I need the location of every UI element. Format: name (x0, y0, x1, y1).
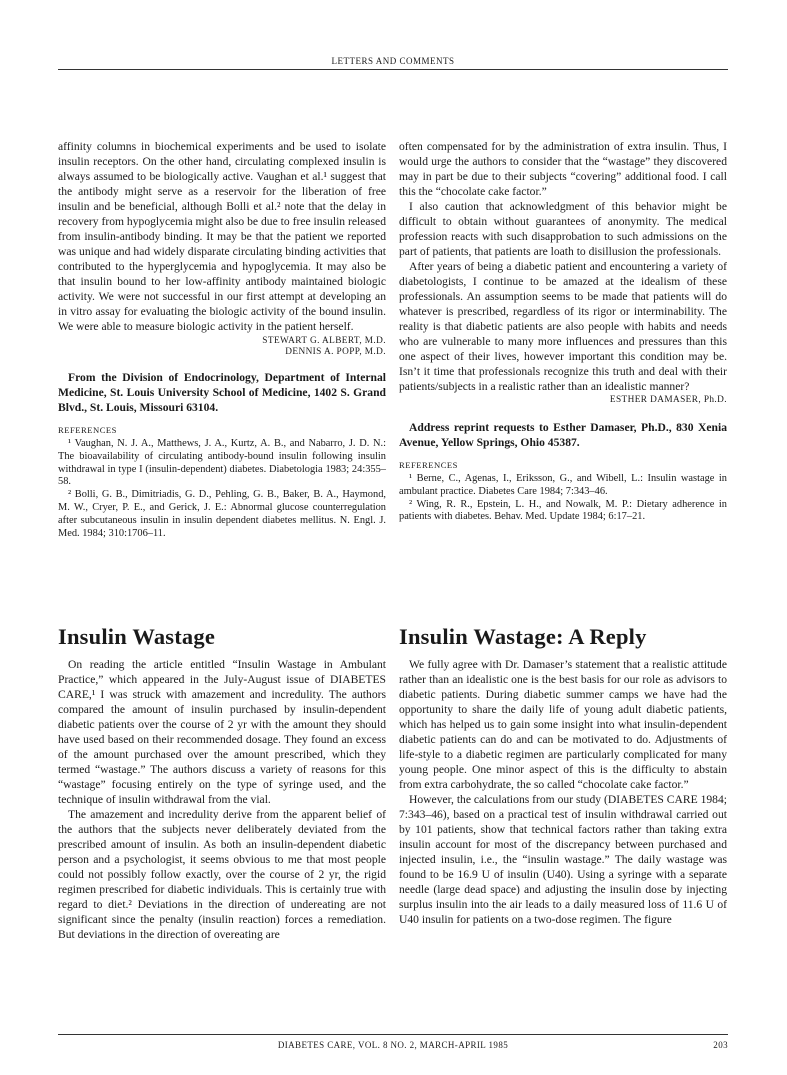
reference-item: ¹ Vaughan, N. J. A., Matthews, J. A., Kurtz, A. B., and Nabarro, J. D. N.: The bioavailability of circulating antibody-bound insulin following insulin withdrawal in type I (insulin-dependent) diabetes. Diabetologia 1983; 24:355–58. (58, 438, 386, 488)
body-paragraph: However, the calculations from our study (DIABETES CARE 1984; 7:343–46), based on a practical test of insulin withdrawal carried out by 101 patients, show that technical factors rather than taking extra insulin account for most of the discrepancy between purchased and injected insulin, i.e., the “insulin wastage.” The daily wastage was found to be 16.9 U of insulin (U40). Using a syringe with a separate needle (large dead space) and adjusting the insulin dose by injecting surplus insulin into the air leads to a daily measured loss of 11.6 U of U40 insulin for patients on a two-dose regimen. The figure (399, 793, 727, 926)
references-heading: REFERENCES (58, 425, 117, 435)
body-paragraph: On reading the article entitled “Insulin Wastage in Ambulant Practice,” which appeared in the July-August issue of DIABETES CARE,¹ I was struck with amazement and incredulity. The authors compared the amount of insulin purchased by insulin-dependent diabetic patients over the course of 2 yr with the amount they should have used based on their recommended dosage. They found an excess of the amount purchased over the amount prescribed, which they termed “wastage.” The authors discuss a variety of reasons for this “wastage” focusing entirely on the type of syringe used, and the technique of insulin withdrawal from the vial. (58, 658, 386, 806)
page-number: 203 (713, 1040, 728, 1050)
references-heading: REFERENCES (399, 460, 458, 470)
article-title: Insulin Wastage: A Reply (399, 624, 647, 649)
bottom-right-column (399, 624, 727, 927)
body-paragraph: affinity columns in biochemical experiments and be used to isolate insulin receptors. On the other hand, circulating complexed insulin is always assumed to be biologically active. Vaughan et al.¹ suggest that the antibody might serve as a reservoir for the liberation of free insulin and be beneficial, although Bolli et al.² note that the delay in recovery from hypoglycemia might also be due to free insulin released from insulin-antibody binding. It may be that the patient we reported was unique and had widely disparate circulating binding activities that contributed to the hyperglycemia and hypoglycemia. It may also be that insulin bound to her low-affinity antibody maintained biologic activity. We were not successful in our first attempt at developing an in vitro assay for evaluating the biologic activity of the bound insulin. We were able to measure biologic activity in the patient herself. (58, 140, 386, 333)
footer-rule (58, 1034, 728, 1035)
body-paragraph: We fully agree with Dr. Damaser’s statement that a realistic attitude rather than an idealistic one is the best basis for our role as advisors to diabetic patients. During diabetic summer camps we have had the opportunity to share the daily life of young adult diabetic patients, which has helped us to gain some insight into what insulin-dependent diabetic patients can do and can be motivated to do. Adjustments of life-style to a diabetic regimen are particularly complicated for many young people. One minor aspect of this is the difficulty to abstain from extra carbohydrate, the so called “chocolate cake factor.” (399, 658, 727, 791)
address: Address reprint requests to Esther Damaser, Ph.D., 830 Xenia Avenue, Yellow Springs, Ohio 45387. (399, 421, 727, 449)
bottom-left-column (58, 624, 386, 942)
article-title: Insulin Wastage (58, 624, 216, 649)
journal-citation: DIABETES CARE, VOL. 8 NO. 2, MARCH-APRIL 1985 (277, 1040, 509, 1050)
top-left-column (58, 139, 386, 540)
header-rule (58, 69, 728, 70)
body-paragraph: often compensated for by the administration of extra insulin. Thus, I would urge the authors to consider that the “wastage” they discovered may in part be due to their subjects “covering” additional food. I call this the “chocolate cake factor.” (399, 140, 727, 198)
body-paragraph: After years of being a diabetic patient and encountering a variety of diabetologists, I continue to be amazed at the idealism of these professionals. An assumption seems to be made that patients will do whatever is prescribed, regardless of its rigor or interminability. The reality is that diabetic patients are also people with habits and needs who are vulnerable to many more influences and pressures than this one aspect of their lives, however important this condition may be. Isn’t it time that professionals recognize this truth and deal with their patients/subjects in a realistic rather than an idealistic manner? (399, 260, 727, 393)
reference-item: ² Wing, R. R., Epstein, L. H., and Nowalk, M. P.: Dietary adherence in patients with diabetes. Behav. Med. Update 1984; 6:17–21. (399, 498, 727, 523)
body-paragraph: The amazement and incredulity derive from the apparent belief of the authors that the subjects never deliberately deviated from the prescribed amount of insulin. As both an insulin-dependent diabetic person and a psychologist, it seems obvious to me that most people could not possibly follow exactly, over the course of 2 yr, the rigid regimen prescribed for diabetic individuals. This is certainly true with regard to diet.² Deviations in the direction of undereating are not significant since the penalty (insulin reaction) forces a remediation. But deviations in the direction of overeating are (58, 808, 386, 941)
reference-item: ¹ Berne, C., Agenas, I., Eriksson, G., and Wibell, L.: Insulin wastage in ambulant practice. Diabetes Care 1984; 7:343–46. (399, 473, 727, 497)
body-paragraph: I also caution that acknowledgment of this behavior might be difficult to obtain without guarantees of anonymity. The medical profession reacts with such disapprobation to such admissions on the part of patients, that patients are loath to disillusion the professionals. (399, 200, 727, 258)
signature: DENNIS A. POPP, M.D. (285, 347, 386, 357)
signature: ESTHER DAMASER, Ph.D. (609, 395, 727, 405)
reference-item: ² Bolli, G. B., Dimitriadis, G. D., Pehling, G. B., Baker, B. A., Haymond, M. W., Cryer, P. E., and Gerick, J. E.: Abnormal glucose counterregulation after subcutaneous insulin in insulin dependent diabetes mellitus. N. Engl. J. Med. 1984; 310:1706–11. (58, 489, 386, 539)
signature: STEWART G. ALBERT, M.D. (262, 336, 386, 346)
running-head: LETTERS AND COMMENTS (331, 56, 455, 66)
top-right-column (399, 139, 727, 524)
affiliation: From the Division of Endocrinology, Department of Internal Medicine, St. Louis University School of Medicine, 1402 S. Grand Blvd., St. Louis, Missouri 63104. (58, 371, 386, 414)
